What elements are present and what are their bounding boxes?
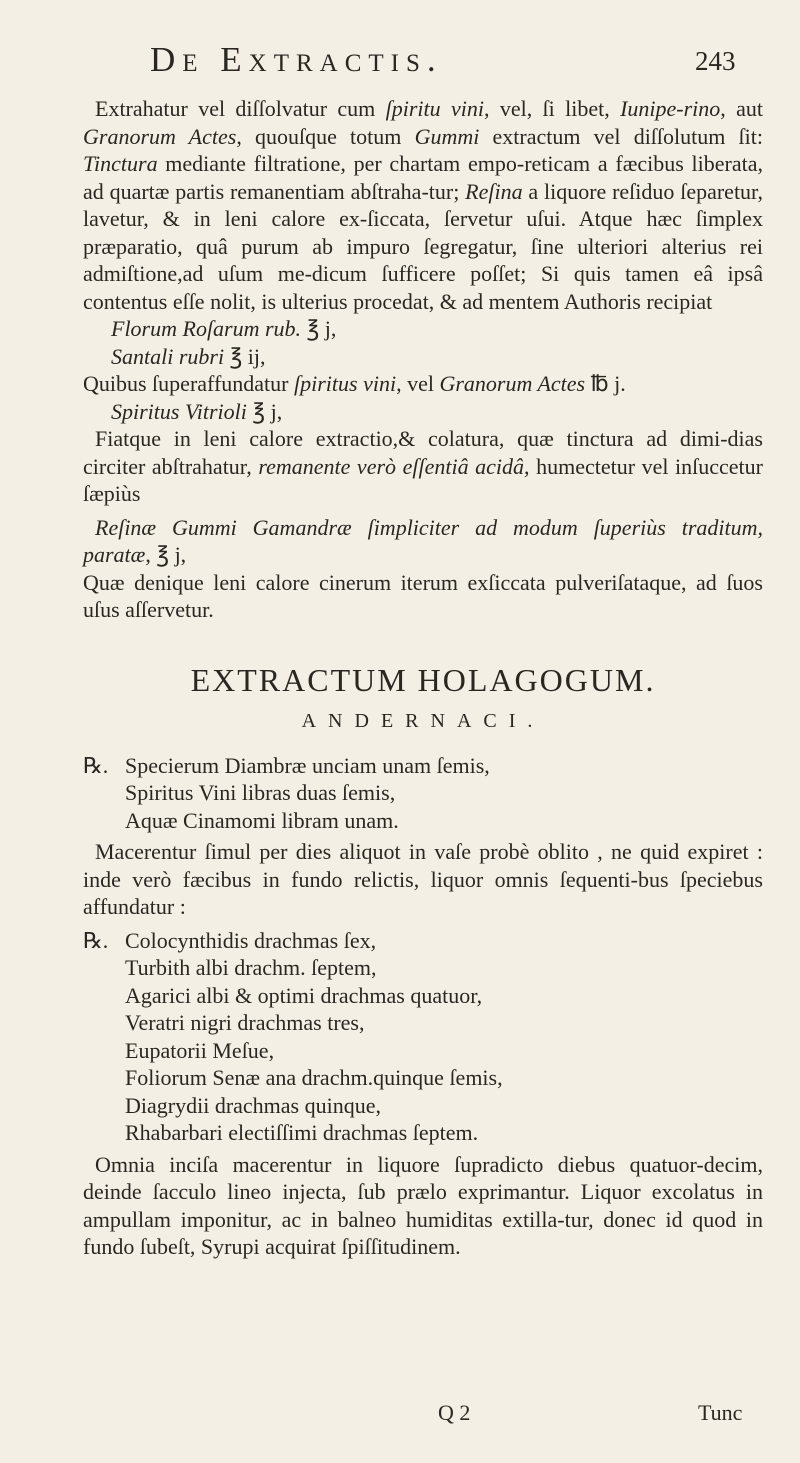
ingredient-spiritus-vitrioli: Spiritus Vitrioli ℥ j,: [111, 398, 283, 424]
recipe-line: ℞. Colocynthidis drachmas ſex,: [83, 927, 377, 953]
recipe-line: Eupatorii Meſue,: [125, 1037, 275, 1063]
ingredient-flores-rosarum: Florum Roſarum rub. ℥ j,: [111, 316, 337, 341]
section-subtitle: ANDERNACI.: [301, 709, 545, 732]
fiatque-paragraph: Fiatque in leni calore extractio,& colatura, quæ tinctura ad dimi-dias circiter abſtrahatur, remanente verò eſſentiâ acidâ, humectetur vel inſuccetur ſæpiùs: [83, 426, 763, 506]
recipe-line: Veratri nigri drachmas tres,: [125, 1010, 365, 1035]
macerentur-paragraph: Macerentur ſimul per dies aliquot in vaſe probè oblito , ne quid expiret : inde verò fæcibus in fundo relictis, liquor omnis ſequenti-bus ſpeciebus affundatur :: [83, 839, 763, 919]
intro-paragraph: Extrahatur vel diſſolvatur cum ſpiritu vini, vel, ſi libet, Iunipe-rino, aut Granorum Actes, quouſque totum Gummi extractum vel diſſolutum ſit: Tinctura mediante filtratione, per chartam empo-reticam a fæcibus liberata, ad quartæ partis remanentiam abſtraha-tur; Reſina a liquore reſiduo ſeparetur, lavetur, & in leni calore ex-ſiccata, ſervetur uſui. Atque hæc ſimplex præparatio, quâ purum ab impuro ſegregatur, ſine ulteriori alterius rei admiſtione,ad uſum me-dicum ſufficere poſſet; Si quis tamen eâ ipsâ contentus eſſe nolit, is ulterius procedat, & ad mentem Authoris recipiat: [83, 96, 764, 314]
recipe-line: Aquæ Cinamomi libram unam.: [125, 807, 399, 833]
recipe-line: ℞. Specierum Diambræ unciam unam ſemis,: [83, 752, 490, 778]
recipe-mark: ℞.: [83, 927, 109, 953]
catchword: Tunc: [698, 1400, 743, 1425]
recipe-mark: ℞.: [83, 752, 109, 778]
recipe-one: [83, 752, 763, 835]
recipe-line: Diagrydii drachmas quinque,: [125, 1092, 381, 1118]
ingredient-santali-rubri: Santali rubri ℥ ij,: [111, 343, 266, 369]
quibus-line: Quibus ſuperaffundatur ſpiritus vini, vel Granorum Actes ℔ j.: [83, 371, 626, 396]
page-footer: [0, 1400, 800, 1440]
recipe-line: Turbith albi drachm. ſeptem,: [125, 955, 377, 980]
quae-denique-paragraph: Quæ denique leni calore cinerum iterum exſiccata pulveriſataque, ad ſuos uſus aſſervetur.: [83, 569, 763, 622]
section-title: EXTRACTUM HOLAGOGUM.: [190, 661, 656, 698]
recipe-line: Agarici albi & optimi drachmas quatuor,: [125, 982, 483, 1008]
page-body: [83, 95, 763, 1261]
page-header: [0, 30, 800, 90]
running-title: De Extractis.: [150, 40, 443, 79]
recipe-line: Spiritus Vini libras duas ſemis,: [125, 780, 396, 805]
resinae-gummi-line: Reſinæ Gummi Gamandræ ſimpliciter ad modum ſuperiùs traditum, paratæ, ℥ j,: [83, 514, 763, 567]
omnia-paragraph: Omnia inciſa macerentur in liquore ſupradicto diebus quatuor-decim, deinde ſacculo lineo injecta, ſub prælo exprimantur. Liquor excolatus in ampullam imponitur, ac in balneo humiditas extilla-tur, donec id quod in fundo ſubeſt, Syrupi acquirat ſpiſſitudinem.: [83, 1151, 763, 1259]
signature-mark: Q 2: [438, 1400, 471, 1425]
recipe-two: [83, 927, 763, 1147]
recipe-line: Foliorum Senæ ana drachm.quinque ſemis,: [125, 1065, 503, 1090]
recipe-line: Rhabarbari electiſſimi drachmas ſeptem.: [125, 1120, 479, 1145]
page-number: 243: [695, 46, 736, 76]
